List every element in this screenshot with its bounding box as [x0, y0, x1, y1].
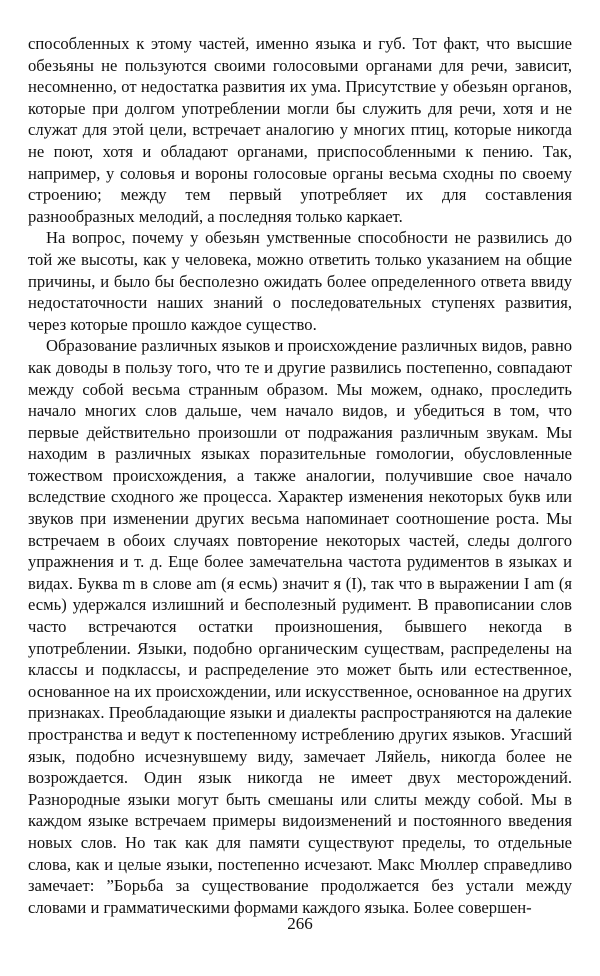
page-number: 266 [287, 914, 313, 933]
paragraph-3: Образование различных языков и происхождение различных видов, равно как доводы в пользу того, что те и другие развились постепенно, совпадают между собой весьма странным образом. Мы можем, однако, проследить начало многих слов дальше, чем начало видов, и убедиться в том, что первые действительно произошли от подражания различным звукам. Мы находим в различных языках поразительные гомологии, обусловленные тожеством происхождения, а также аналогии, получившие свое начало вследствие сходного же процесса. Характер изменения некоторых букв или звуков при изменении других весьма напоминает соотношение роста. Мы встречаем в обоих случаях повторение некоторых частей, следы долгого упражнения и т. д. Еще более замечательна частота рудиментов в языках и видах. Буква m в слове am (я есмь) значит я (I), так что в выражении I am (я есмь) удержался излишний и бесполезный рудимент. В правописании слов часто встречаются остатки произношения, бывшего некогда в употреблении. Языки, подобно органическим существам, распределены на классы и подклассы, и распределение это может быть или естественное, основанное на их происхождении, или искусственное, основанное на других признаках. Преобладающие языки и диалекты распространяются на далекие пространства и ведут к постепенному истреблению других языков. Угасший язык, подобно исчезнувшему виду, замечает Ляйель, никогда более не возрождается. Один язык никогда не имеет двух месторождений. Разнородные языки могут быть смешаны или слиты между собой. Мы в каждом языке встречаем примеры видоизменений и постоянного введения новых слов. Но так как для памяти существуют пределы, то отдельные слова, как и целые языки, постепенно исчезают. Макс Мюллер справедливо замечает: ”Борьба за существование продолжается без устали между словами и грамматическими формами каждого языка. Более совершен- [28, 336, 572, 917]
paragraph-1: способленных к этому частей, именно языка и губ. Тот факт, что высшие обезьяны не пользуются своими голосовыми органами для речи, зависит, несомненно, от недостатка развития их ума. Присутствие у обезьян органов, которые при долгом употреблении могли бы служить для речи, хотя и не служат для этой цели, встречает аналогию у многих птиц, которые никогда не поют, хотя и обладают органами, приспособленными к пению. Так, например, у соловья и вороны голосовые органы весьма сходны по своему строению; между тем первый употребляет их для составления разнообразных мелодий, а последняя только каркает. [28, 34, 572, 226]
paragraph-2: На вопрос, почему у обезьян умственные способности не развились до той же высоты, как у человека, можно ответить только указанием на общие причины, и было бы бесполезно ожидать более определенного ответа ввиду недостаточности наших знаний о последовательных ступенях развития, через которые прошло каждое существо. [28, 228, 572, 334]
page-body-text [28, 33, 572, 918]
